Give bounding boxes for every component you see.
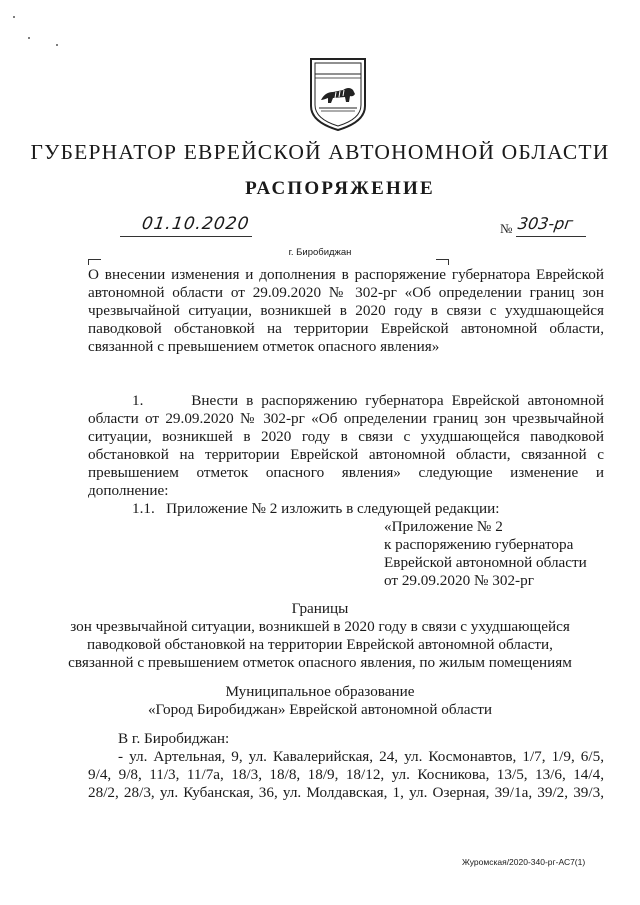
borders-line: зон чрезвычайной ситуации, возникшей в 2020 году в связи с ухудшающейся (70, 618, 570, 635)
coat-of-arms-icon (303, 56, 373, 132)
address-line: - ул. Артельная, 9, ул. Кавалерийская, 24, ул. Космонавтов, 1/7, 1/9, 6/5, (118, 748, 604, 765)
appendix-line: «Приложение № 2 (384, 518, 503, 535)
borders-line: паводковой обстановкой на территории Еврейской автономной области, (87, 636, 553, 653)
subject-line: автономной области от 29.09.2020 № 302-рг «Об определении границ зон (88, 284, 604, 301)
body-line: области от 29.09.2020 № 302-рг «Об определении границ зон чрезвычайной (88, 410, 604, 427)
borders-line: связанной с превышением отметок опасного явления, по жилым помещениям (68, 654, 572, 671)
body-line: обстановкой на территории Еврейской автономной области, связанной с (88, 446, 604, 463)
body-line: 1. Внести в распоряжению губернатора Еврейской автономной (132, 392, 604, 409)
subject-line: связанной с превышением отметок опасного явления» (88, 338, 440, 355)
address-line: 28/2, 28/3, ул. Кубанская, 36, ул. Молдавская, 1, ул. Озерная, 39/1а, 39/2, 39/3, (88, 784, 604, 801)
municipality-line: Муниципальное образование (225, 683, 415, 700)
subject-line: чрезвычайной ситуации, возникшей в 2020 году в связи с ухудшающейся (88, 302, 604, 319)
appendix-line: от 29.09.2020 № 302-рг (384, 572, 534, 589)
corner-mark-left (88, 259, 101, 265)
document-type: РАСПОРЯЖЕНИЕ (245, 178, 435, 199)
address-line: 9/4, 9/8, 11/3, 11/7а, 18/3, 18/8, 18/9, 18/12, ул. Косникова, 13/5, 13/6, 14/4, (88, 766, 604, 783)
body-line: ситуации, возникшей в 2020 году в связи с ухудшающейся паводковой (88, 428, 604, 445)
issuer-title: ГУБЕРНАТОР ЕВРЕЙСКОЙ АВТОНОМНОЙ ОБЛАСТИ (30, 140, 610, 164)
scan-speck (28, 37, 30, 39)
body-line: превышением отметок опасного явления» следующие изменение и (88, 464, 604, 481)
city-section-label: В г. Биробиджан: (118, 730, 230, 747)
borders-title: Границы (291, 600, 349, 617)
body-line: 1.1. Приложение № 2 изложить в следующей редакции: (132, 500, 500, 517)
city-label: г. Биробиджан (288, 247, 352, 258)
corner-mark-right (436, 259, 449, 265)
date-value: 01.10.2020 (140, 214, 251, 234)
number-value: 303-рг (516, 214, 575, 233)
document-number (500, 214, 586, 238)
subject-line: паводковой обстановкой на территории Еврейской автономной области, (88, 320, 604, 337)
appendix-line: Еврейской автономной области (384, 554, 587, 571)
scan-speck (13, 16, 15, 18)
number-label: № (500, 221, 513, 236)
body-line: дополнение: (88, 482, 169, 499)
document-code: Журомская/2020-340-рг-АС7(1) (462, 857, 586, 867)
scan-speck (56, 44, 58, 46)
appendix-line: к распоряжению губернатора (384, 536, 574, 553)
municipality-line: «Город Биробиджан» Еврейской автономной области (147, 701, 493, 718)
subject-line: О внесении изменения и дополнения в распоряжение губернатора Еврейской (88, 266, 604, 283)
document-date (120, 214, 252, 238)
